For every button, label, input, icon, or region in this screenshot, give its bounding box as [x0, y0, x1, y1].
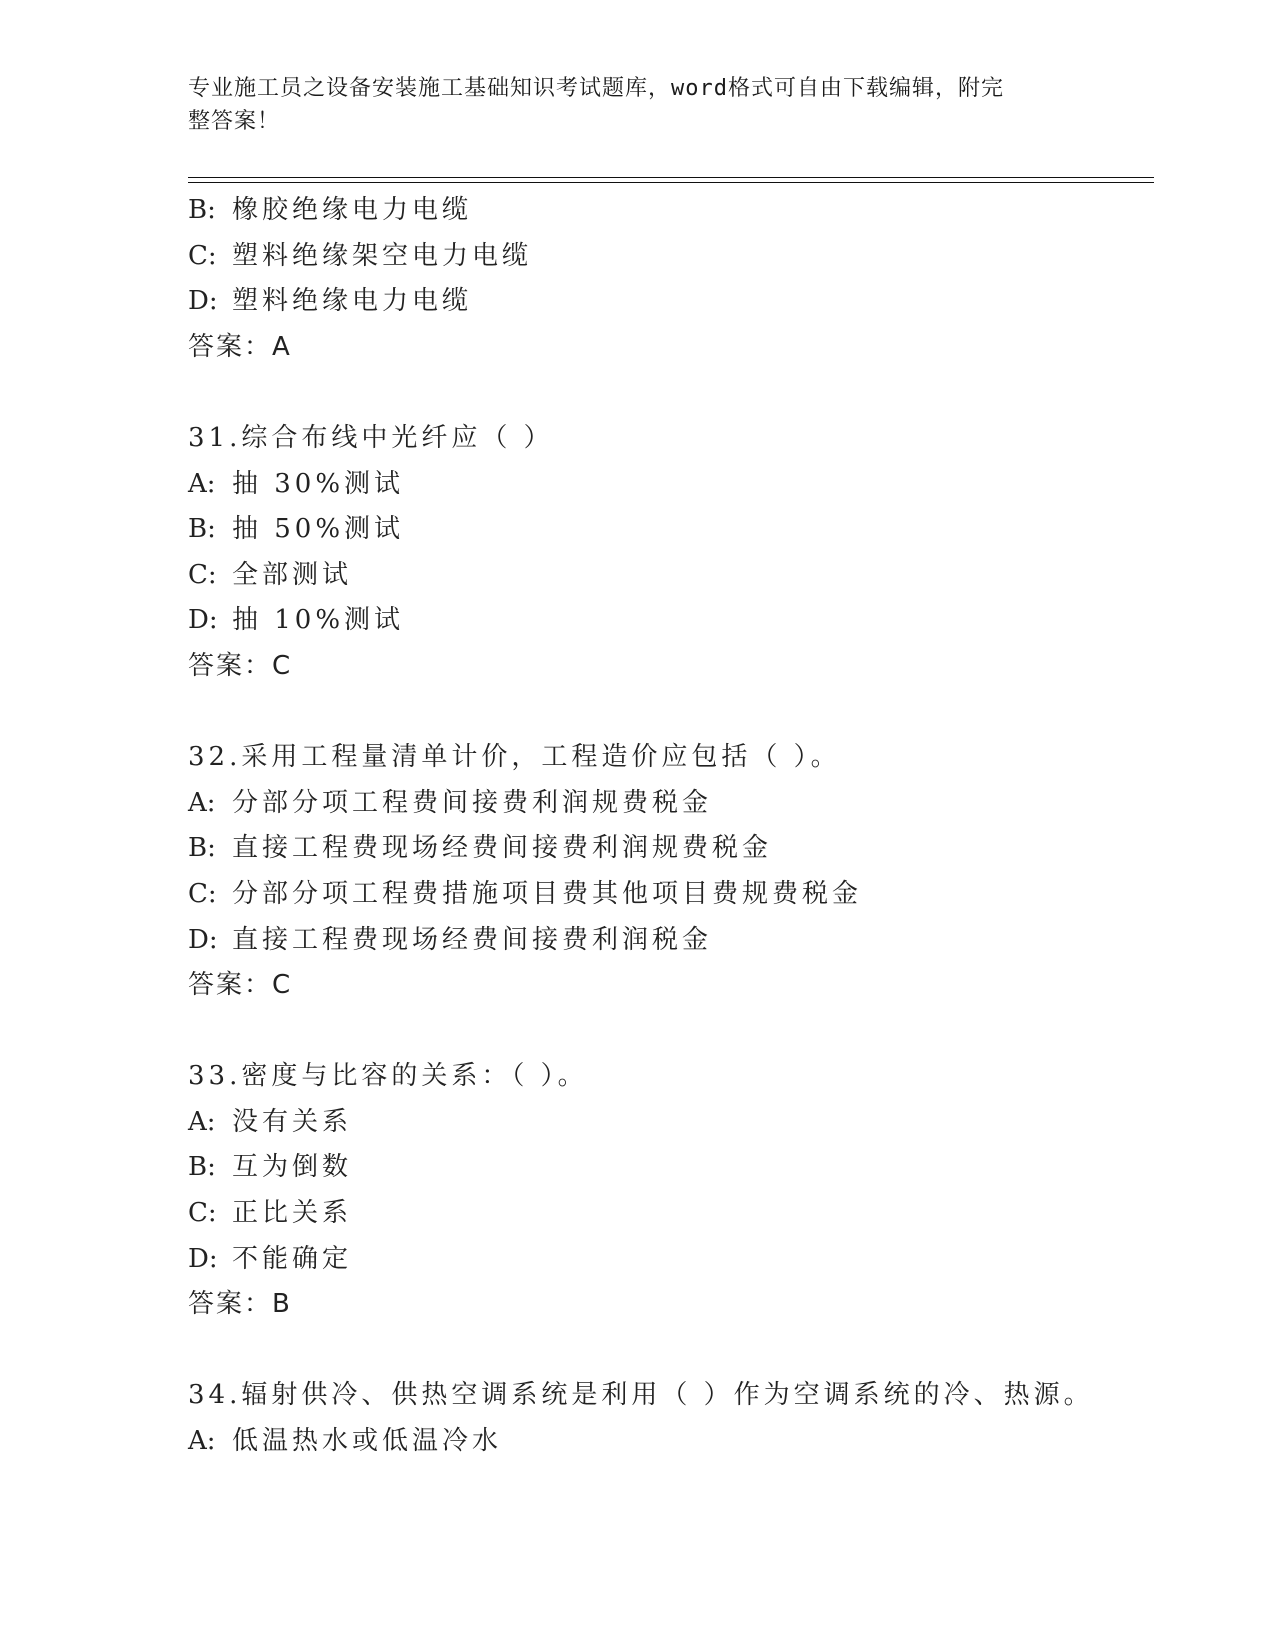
- option-label: B:: [188, 1152, 216, 1183]
- option-a: [188, 462, 1148, 508]
- option-text: 橡胶绝缘电力电缆: [232, 195, 473, 225]
- option-label: B:: [188, 514, 216, 545]
- option-label: D:: [188, 924, 218, 955]
- question-list: [188, 188, 1148, 1465]
- option-c: [188, 872, 1148, 918]
- option-c: [188, 234, 1148, 280]
- option-text: 直接工程费现场经费间接费利润规费税金: [232, 833, 773, 864]
- option-b: [188, 826, 1148, 872]
- question-stem: 31.综合布线中光纤应（ ）: [188, 422, 554, 453]
- option-c: [188, 553, 1148, 599]
- option-text: 低温热水或低温冷水: [232, 1426, 503, 1457]
- option-text: 抽 10%测试: [232, 605, 405, 636]
- spacer: [188, 690, 1148, 736]
- question-32: [188, 735, 1148, 1009]
- option-a: [188, 1100, 1148, 1146]
- question-stem: 32.采用工程量清单计价，工程造价应包括（ ）。: [188, 742, 841, 773]
- answer-line: 答案：A: [188, 331, 292, 362]
- header-line-2: 整答案！: [188, 109, 281, 134]
- option-a: [188, 1419, 1148, 1465]
- document-header: [188, 72, 1068, 138]
- option-text: 塑料绝缘电力电缆: [232, 286, 473, 317]
- option-text: 塑料绝缘架空电力电缆: [232, 240, 533, 271]
- spacer: [188, 1009, 1148, 1055]
- option-text: 直接工程费现场经费间接费利润税金: [232, 924, 713, 955]
- spacer: [188, 370, 1148, 416]
- option-a: [188, 781, 1148, 827]
- option-text: 分部分项工程费措施项目费其他项目费规费税金: [232, 878, 863, 909]
- option-text: 正比关系: [232, 1198, 353, 1229]
- option-b: [188, 1145, 1148, 1191]
- question-33: [188, 1054, 1148, 1328]
- option-label: C:: [188, 878, 217, 909]
- option-text: 没有关系: [232, 1106, 353, 1137]
- question-34: [188, 1373, 1148, 1464]
- option-d: [188, 598, 1148, 644]
- question-stem: 33.密度与比容的关系：（ ）。: [188, 1061, 588, 1092]
- option-b: [188, 188, 1148, 234]
- option-text: 不能确定: [232, 1243, 353, 1274]
- option-d: [188, 279, 1148, 325]
- header-divider-top: [188, 177, 1154, 178]
- option-label: A:: [188, 468, 216, 499]
- option-label: A:: [188, 787, 216, 818]
- answer-line: 答案：C: [188, 970, 293, 1001]
- question-31: [188, 416, 1148, 690]
- question-30-continued: [188, 188, 1148, 370]
- option-label: C:: [188, 240, 217, 271]
- option-label: D:: [188, 286, 218, 317]
- option-label: C:: [188, 559, 217, 590]
- option-d: [188, 918, 1148, 964]
- header-line-1: 专业施工员之设备安装施工基础知识考试题库，word格式可自由下载编辑，附完: [188, 76, 1004, 101]
- option-text: 分部分项工程费间接费利润规费税金: [232, 787, 713, 818]
- option-b: [188, 507, 1148, 553]
- option-label: C:: [188, 1198, 217, 1229]
- option-c: [188, 1191, 1148, 1237]
- option-label: B:: [188, 195, 216, 225]
- option-label: D:: [188, 605, 218, 636]
- option-text: 抽 30%测试: [232, 468, 405, 499]
- answer-line: 答案：B: [188, 1289, 292, 1320]
- option-label: B:: [188, 833, 216, 864]
- option-label: A:: [188, 1426, 216, 1457]
- question-stem: 34.辐射供冷、供热空调系统是利用（ ）作为空调系统的冷、热源。: [188, 1380, 1094, 1411]
- header-divider-bottom: [188, 182, 1154, 183]
- option-label: D:: [188, 1243, 218, 1274]
- option-d: [188, 1237, 1148, 1283]
- option-label: A:: [188, 1106, 216, 1137]
- option-text: 互为倒数: [232, 1152, 353, 1183]
- option-text: 抽 50%测试: [232, 514, 405, 545]
- option-text: 全部测试: [232, 559, 353, 590]
- answer-line: 答案：C: [188, 650, 293, 681]
- spacer: [188, 1328, 1148, 1374]
